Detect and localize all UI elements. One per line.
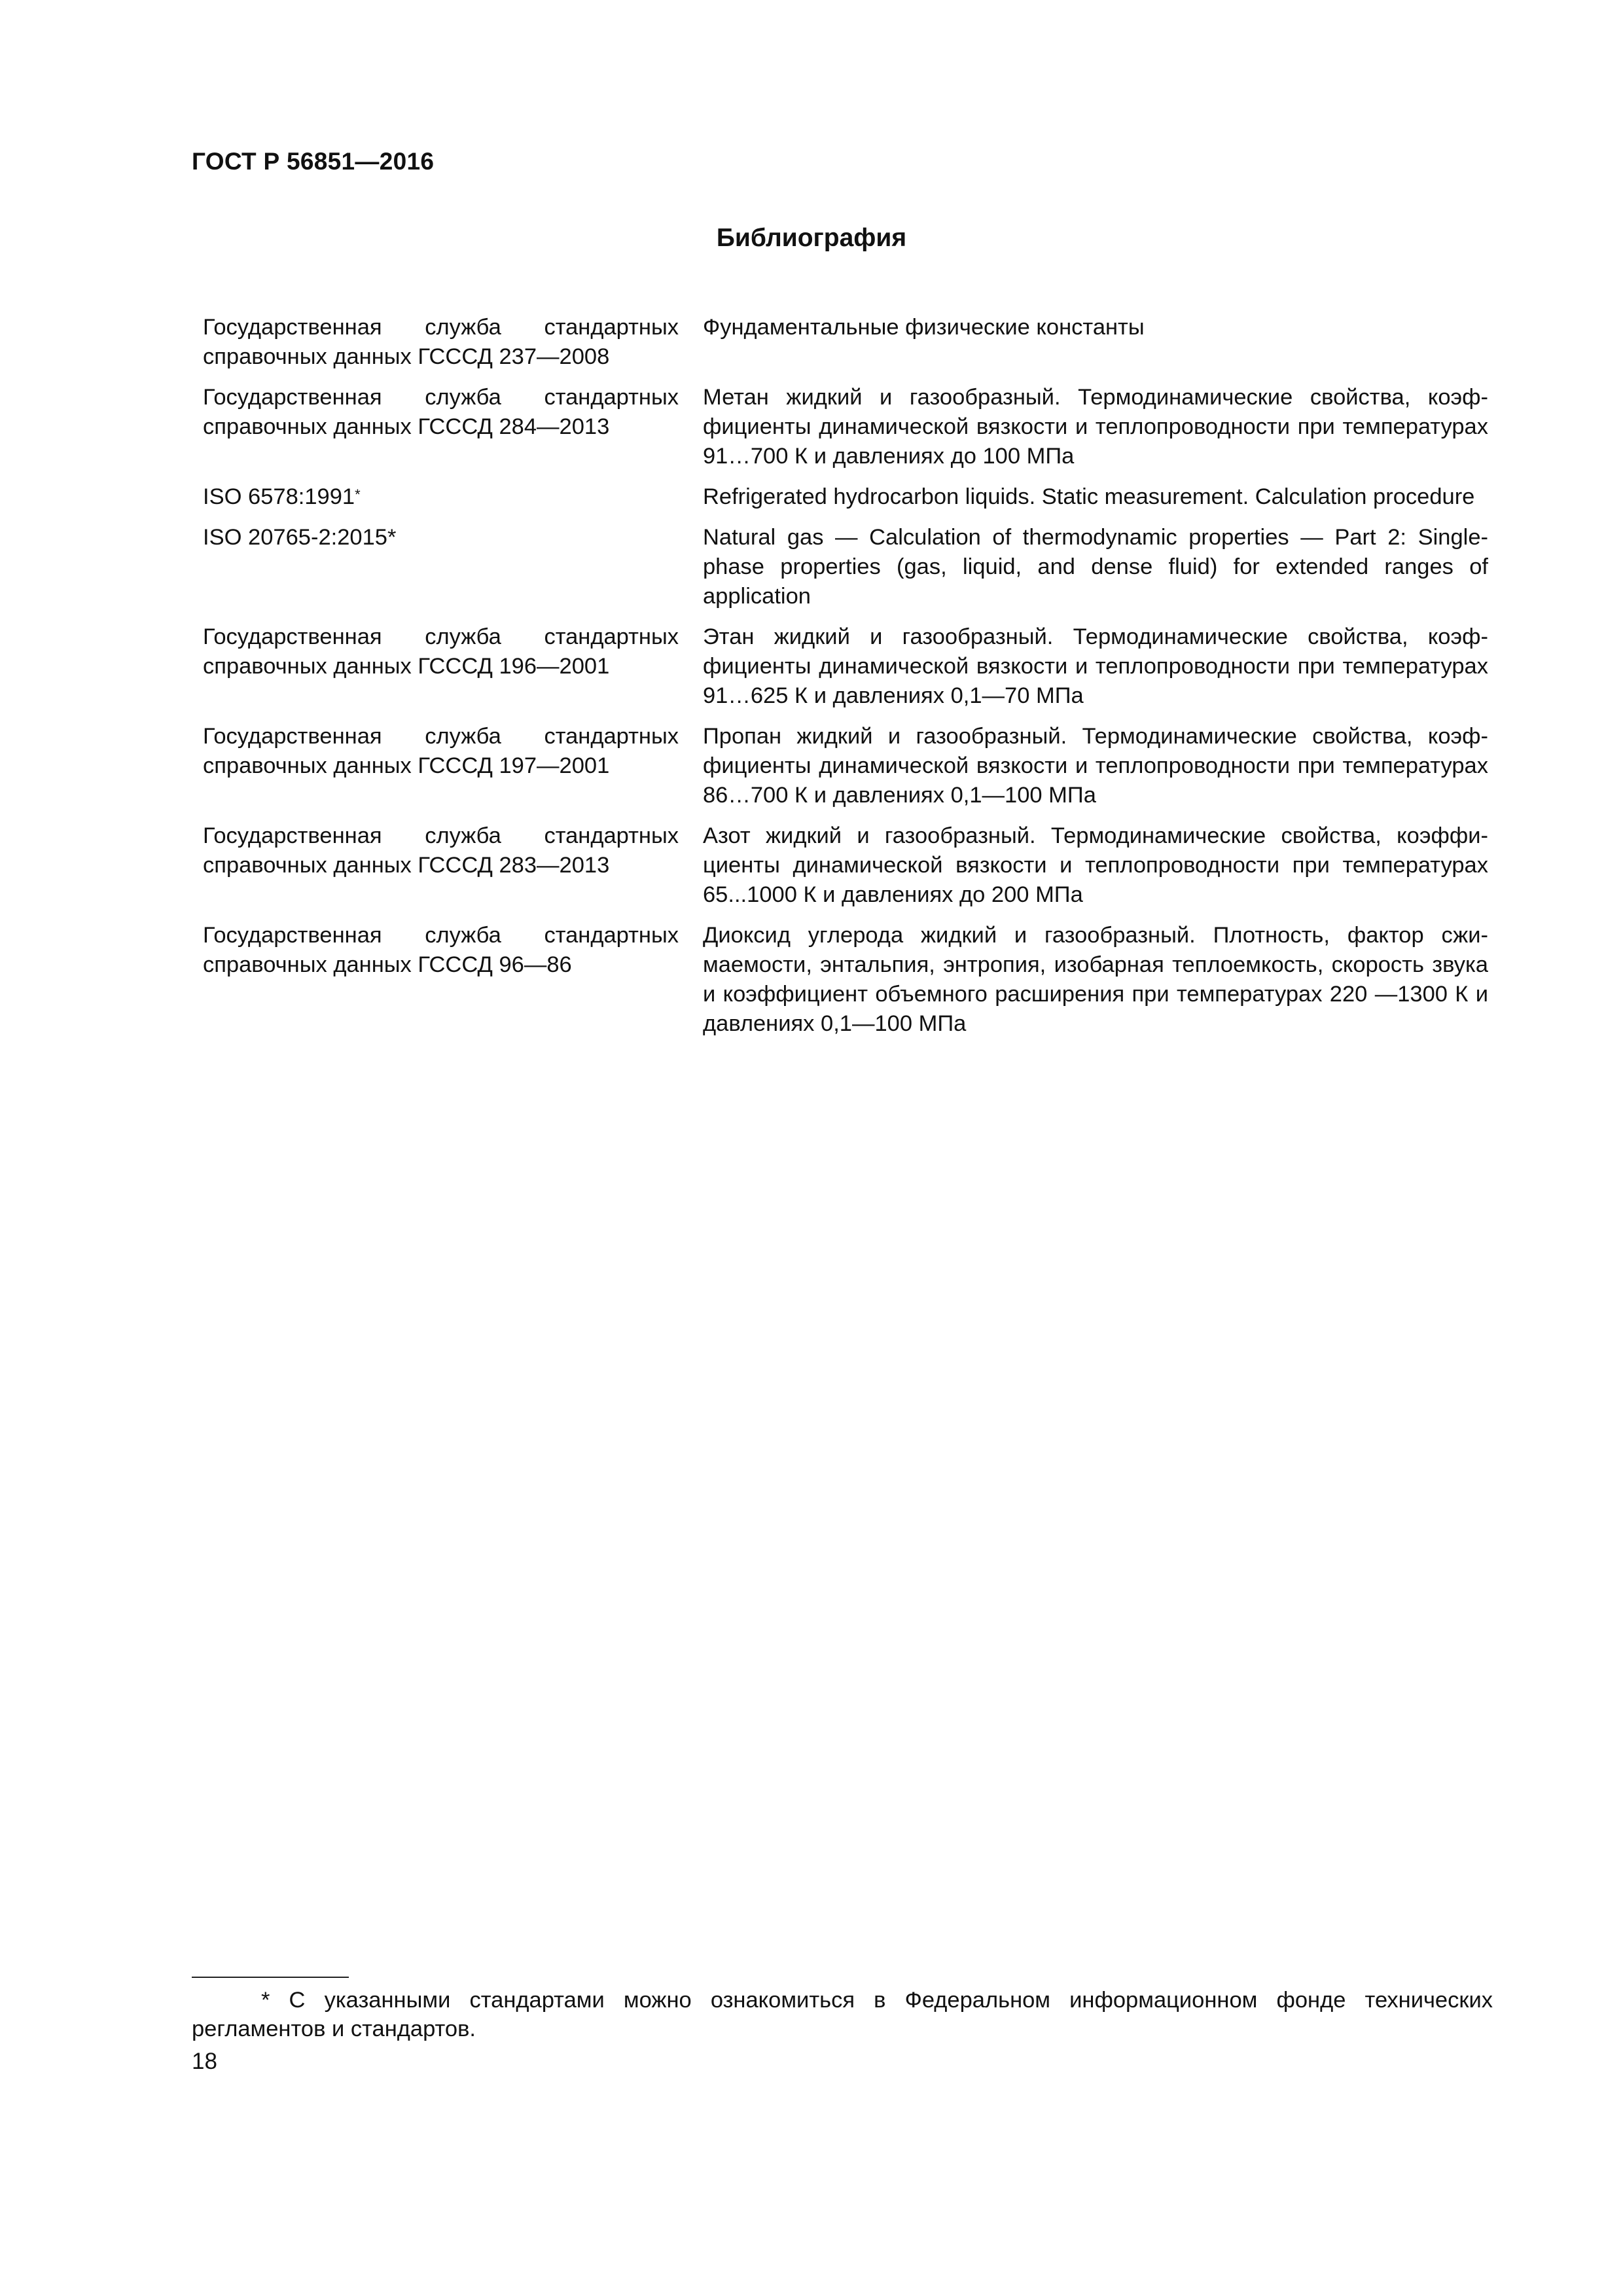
bibliography-entry: [203, 523, 1488, 622]
bibliography-entry: [203, 722, 1488, 821]
entry-reference: ISO 6578:1991*: [203, 484, 361, 509]
document-code: ГОСТ Р 56851—2016: [192, 148, 435, 175]
entry-title: Азот жидкий и газообразный. Термодинамические свойства, коэффициенты динамической вязкости и теплопроводности при температурах 65...1000 К и давлениях до 200 МПа: [703, 823, 1488, 907]
bibliography-title: Библиография: [716, 224, 907, 252]
entry-reference: Государственная служба стандартных справочных данных ГСССД 196—2001: [203, 624, 679, 679]
page-number: 18: [192, 2049, 217, 2074]
entry-reference: Государственная служба стандартных справочных данных ГСССД 237—2008: [203, 315, 679, 369]
footnote-marker: *: [355, 486, 361, 503]
bibliography-entry: [203, 313, 1488, 383]
bibliography-table: [203, 313, 1488, 1050]
entry-title: Этан жидкий и газообразный. Термодинамические свойства, коэффициенты динамической вязкости и теплопроводности при температурах 91…625 К и давлениях 0,1—70 МПа: [703, 624, 1488, 708]
entry-title: Пропан жидкий и газообразный. Термодинамические свойства, коэффициенты динамической вязкости и теплопроводности при температурах 86…700 К и давлениях 0,1—100 МПа: [703, 724, 1488, 808]
entry-reference: ISO 20765-2:2015*: [203, 525, 397, 550]
bibliography-entry: [203, 921, 1488, 1050]
bibliography-entry: [203, 482, 1488, 523]
entry-title: Natural gas — Calculation of thermodynamic properties — Part 2: Single-phase properties (gas, liquid, and dense fluid) for extended ranges of application: [703, 525, 1488, 609]
bibliography-entry: [203, 383, 1488, 482]
entry-title: Фундаментальные физические константы: [703, 315, 1145, 340]
footnote-separator: [192, 1977, 349, 1978]
entry-title: Метан жидкий и газообразный. Термодинамические свойства, коэффициенты динамической вязкости и теплопроводности при температурах 91…700 К и давлениях до 100 МПа: [703, 385, 1488, 469]
entry-reference: Государственная служба стандартных справочных данных ГСССД 284—2013: [203, 385, 679, 439]
entry-reference: Государственная служба стандартных справочных данных ГСССД 283—2013: [203, 823, 679, 878]
bibliography-entry: [203, 821, 1488, 921]
footnote: * С указанными стандартами можно ознакомиться в Федеральном информационном фонде технических регламентов и стандартов.: [192, 1988, 1493, 2041]
entry-title: Refrigerated hydrocarbon liquids. Static measurement. Calculation procedure: [703, 484, 1475, 509]
entry-reference: Государственная служба стандартных справочных данных ГСССД 96—86: [203, 923, 679, 977]
entry-title: Диоксид углерода жидкий и газообразный. Плотность, фактор сжимаемости, энтальпия, энтропия, изобарная теплоемкость, скорость звука и коэффициент объемного расширения при температурах 220 —1300 К и давлениях 0,1—100 МПа: [703, 923, 1488, 1036]
bibliography-entry: [203, 622, 1488, 722]
entry-reference: Государственная служба стандартных справочных данных ГСССД 197—2001: [203, 724, 679, 778]
